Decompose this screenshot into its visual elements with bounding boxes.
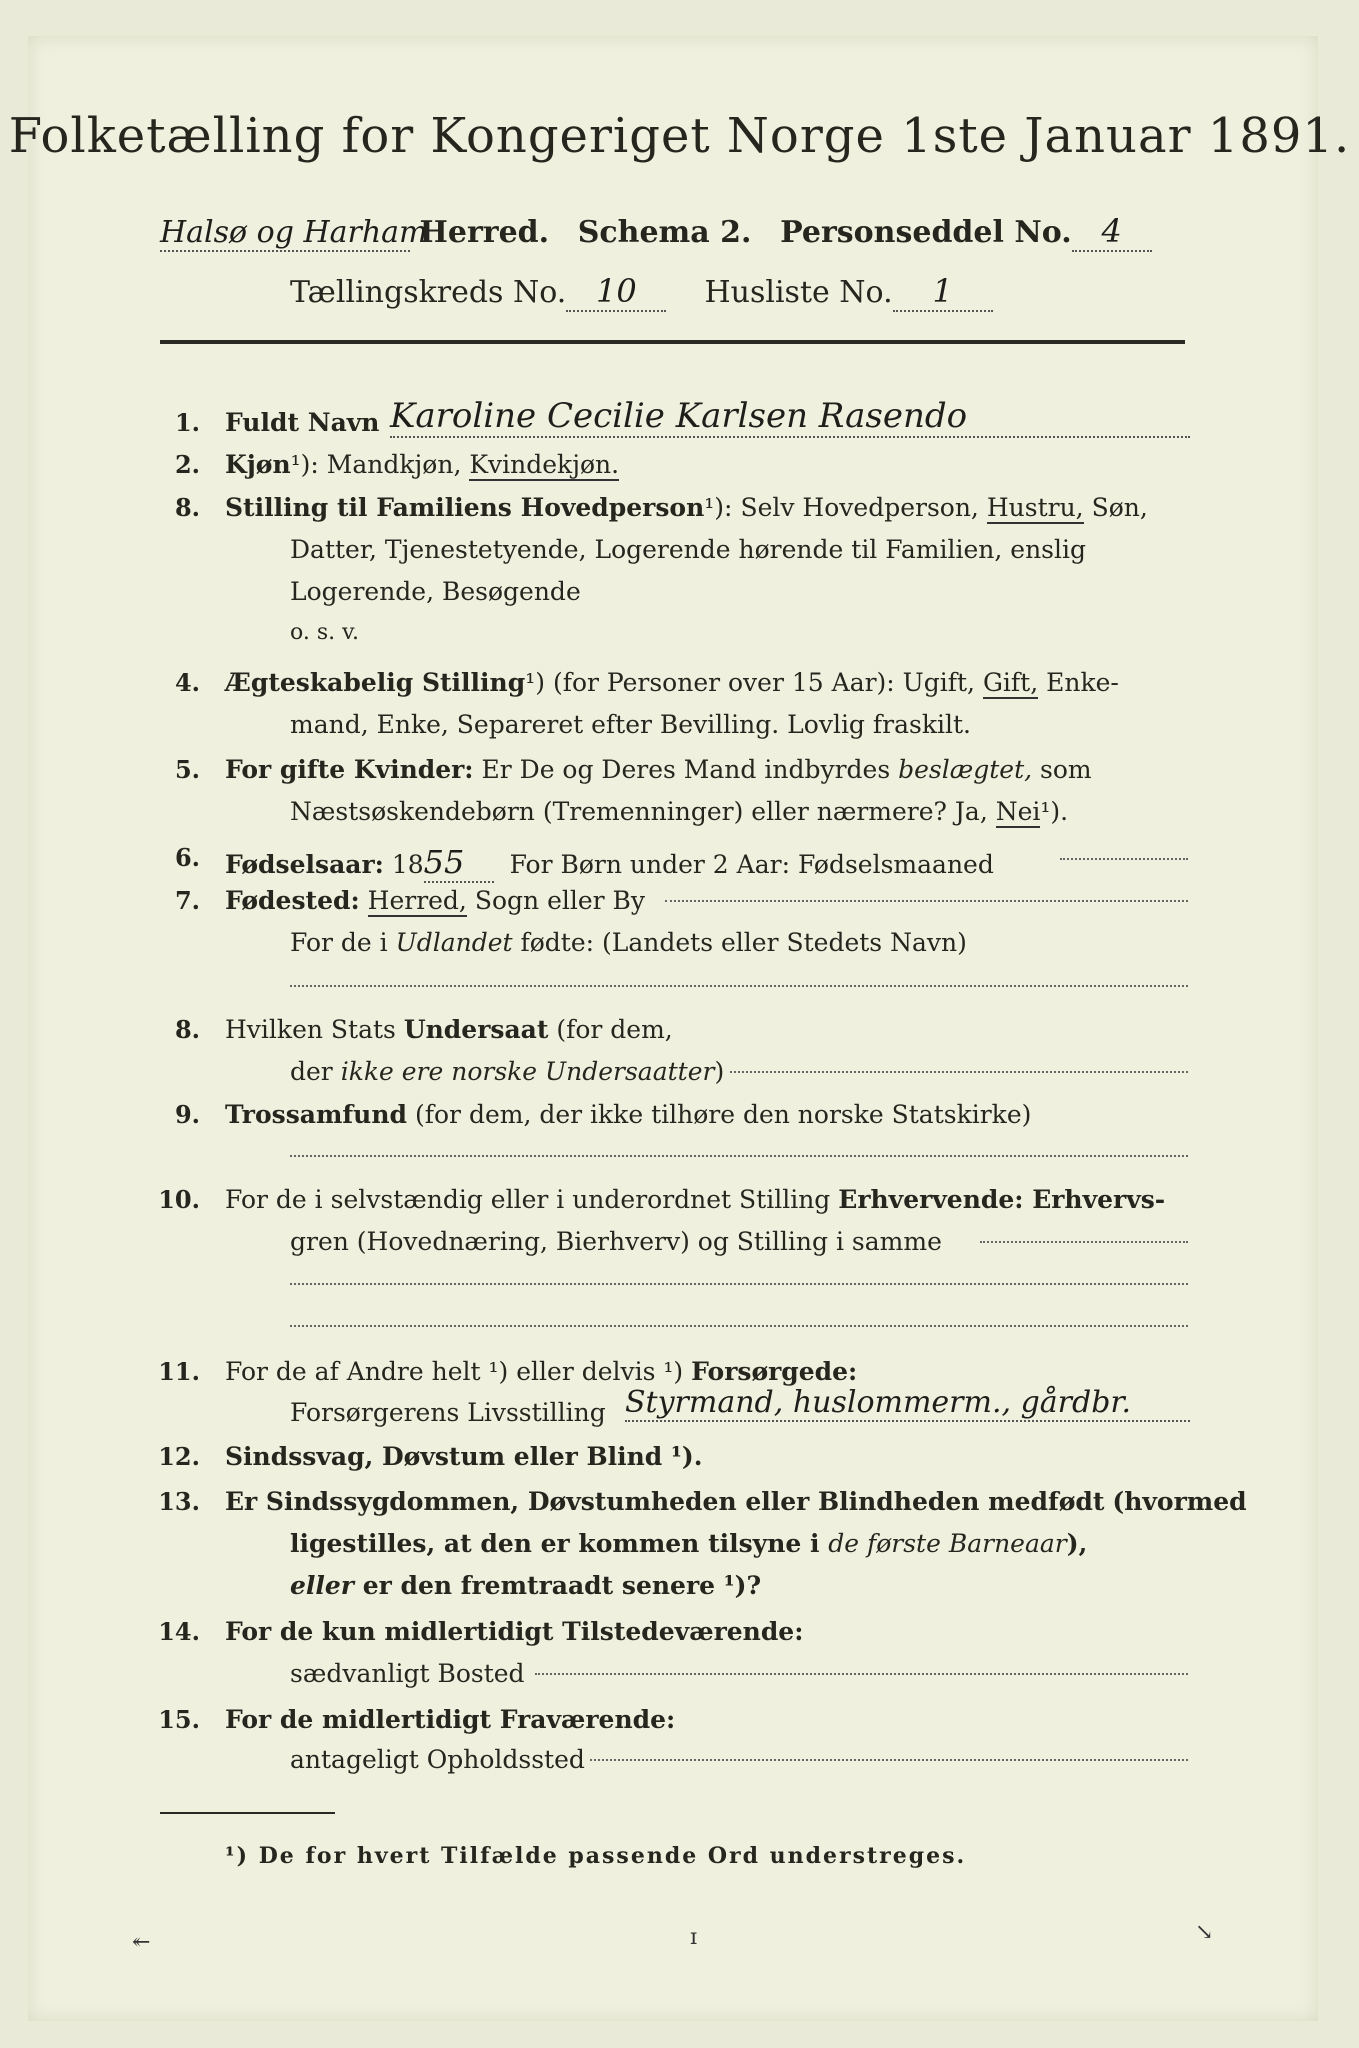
q11-text1: For de af Andre helt ¹) eller delvis ¹) [225, 1357, 684, 1386]
q2-line [225, 450, 619, 479]
q6-prefix: 18 [391, 850, 424, 879]
q4-sup: ¹) [525, 668, 545, 697]
q4-gift: Gift, [982, 668, 1039, 697]
q8-number: 8. [174, 1015, 200, 1044]
q13-number: 13. [158, 1487, 200, 1516]
q5-text1: Er De og Deres Mand indbyrdes [481, 755, 891, 784]
q7-udlandet: Udlandet [395, 928, 513, 957]
q10-fill2 [290, 1283, 1188, 1285]
q15-number: 15. [158, 1705, 200, 1734]
q9-number: 9. [174, 1100, 200, 1129]
q9-text: (for dem, der ikke tilhøre den norske Statskirke) [414, 1100, 1032, 1129]
q11-line1 [225, 1357, 857, 1386]
q2-mand: Mandkjøn, [326, 450, 462, 479]
q5-line1 [225, 755, 1092, 784]
husliste-value: 1 [893, 272, 993, 312]
q8-text1: Hvilken Stats [225, 1015, 396, 1044]
q10-fill1 [980, 1241, 1188, 1243]
q11-answer: Styrmand, huslommerm., gårdbr. [625, 1385, 1190, 1422]
herred-label: Herred. [419, 215, 550, 250]
q7-herred: Herred, [367, 886, 467, 915]
q14-fill [535, 1673, 1188, 1675]
q3-line4: o. s. v. [290, 620, 359, 645]
q4-number: 4. [174, 668, 200, 697]
q6-fodselsmaaned: For Børn under 2 Aar: Fødselsmaaned [509, 850, 994, 879]
q9-label: Trossamfund [225, 1100, 408, 1129]
q12-number: 12. [158, 1442, 200, 1471]
q11-number: 11. [158, 1357, 200, 1386]
q13-line3 [290, 1571, 761, 1600]
q6-label: Fødselsaar: [225, 850, 384, 879]
q13-line3b: er den fremtraadt senere ¹)? [362, 1571, 762, 1600]
q5-nei: Nei [995, 797, 1041, 826]
q14-line2: sædvanligt Bosted [290, 1659, 525, 1688]
personseddel-value: 4 [1072, 212, 1152, 252]
q8-line2 [290, 1057, 724, 1086]
q15-label: For de midlertidigt Fraværende: [225, 1705, 676, 1734]
q6-answer: 55 [424, 843, 494, 883]
q5-beslaegtet: beslægtet, [898, 755, 1033, 784]
q11-label: Forsørgede: [691, 1357, 858, 1386]
q3-sup: ¹): [704, 493, 733, 522]
q2-sup: ¹): [290, 450, 319, 479]
q13-label: Er Sindssygdommen, Døvstumheden eller Blindheden medfødt [225, 1487, 1105, 1516]
q5-line2-text: Næstsøskendebørn (Tremenninger) eller nærmere? Ja, [290, 797, 988, 826]
husliste-label: Husliste No. [704, 275, 893, 310]
q10-line1 [225, 1185, 1165, 1214]
q10-number: 10. [158, 1185, 200, 1214]
q5-som: som [1040, 755, 1092, 784]
q3-line1 [225, 493, 1148, 522]
kreds-label: Tællingskreds No. [290, 275, 567, 310]
q7-line2 [290, 928, 967, 957]
schema-label: Schema 2. [577, 215, 752, 250]
q8-text2: (for dem, [556, 1015, 673, 1044]
q1-number: 1. [174, 408, 200, 437]
q2-number: 2. [174, 450, 200, 479]
q15-fill [590, 1759, 1188, 1761]
q1-label: Fuldt Navn [225, 408, 380, 437]
center-mark: ɪ [690, 1925, 698, 1950]
q7-number: 7. [174, 886, 200, 915]
q5-number: 5. [174, 755, 200, 784]
q6-fill [1060, 858, 1188, 860]
form-title: Folketælling for Kongeriget Norge 1ste Januar 1891. [8, 108, 1351, 164]
q10-line2: gren (Hovednæring, Bierhverv) og Stilling i samme [290, 1227, 942, 1256]
q10-label: Erhvervende: Erhvervs- [838, 1185, 1166, 1214]
herred-value: Halsø og Harham [160, 215, 428, 250]
q3-number: 8. [174, 493, 200, 522]
q13-barneaar: de første Barneaar [828, 1529, 1067, 1558]
q4-ugift: (for Personer over 15 Aar): Ugift, [552, 668, 975, 697]
q9-line [225, 1100, 1031, 1129]
q5-label: For gifte Kvinder: [225, 755, 474, 784]
q3-selv: Selv Hovedperson, [740, 493, 979, 522]
q8-fill [730, 1071, 1188, 1073]
q13-line1 [225, 1487, 1247, 1516]
q6-number: 6. [174, 843, 200, 872]
q4-line1 [225, 668, 1119, 697]
q7-fill2 [290, 985, 1188, 987]
q13-line2a: ligestilles, at den er kommen tilsyne i [290, 1529, 820, 1558]
q10-text1: For de i selvstændig eller i underordnet Stilling [225, 1185, 831, 1214]
q8-line1 [225, 1015, 673, 1044]
q3-line3: Logerende, Besøgende [290, 577, 581, 606]
q3-son: Søn, [1091, 493, 1148, 522]
kreds-value: 10 [566, 272, 666, 312]
q4-enke: Enke- [1046, 668, 1119, 697]
q7-label: Fødested: [225, 886, 360, 915]
q14-label: For de kun midlertidigt Tilstedeværende: [225, 1617, 804, 1646]
herred-line [160, 212, 1152, 252]
q2-kvinde: Kvindekjøn. [469, 450, 620, 479]
q8-der: der [290, 1057, 333, 1086]
q7-line2a: For de i [290, 928, 388, 957]
q6-line [225, 843, 994, 883]
q8-ikke: ikke ere norske Undersaatter [340, 1057, 715, 1086]
footnote: ¹) De for hvert Tilfælde passende Ord understreges. [225, 1843, 967, 1869]
q5-line2 [290, 797, 1068, 826]
q7-sogn: Sogn eller By [474, 886, 646, 915]
q1-answer: Karoline Cecilie Karlsen Rasendo [390, 396, 1190, 438]
q15-line2: antageligt Opholdssted [290, 1745, 585, 1774]
q13-line2 [290, 1529, 1087, 1558]
q9-fill [290, 1155, 1188, 1157]
q13-hvormed: (hvormed [1112, 1487, 1247, 1516]
kreds-line [290, 272, 993, 312]
q14-number: 14. [158, 1617, 200, 1646]
q3-line2: Datter, Tjenestetyende, Logerende hørende til Familien, enslig [290, 535, 1087, 564]
q2-label: Kjøn [225, 450, 291, 479]
q7-line2c: fødte: (Landets eller Stedets Navn) [520, 928, 967, 957]
header-rule [160, 340, 1185, 344]
footnote-rule [160, 1812, 335, 1814]
q13-eller: eller [290, 1571, 354, 1600]
q11-line2: Forsørgerens Livsstilling [290, 1398, 606, 1427]
q4-label: Ægteskabelig Stilling [225, 668, 526, 697]
q4-line2: mand, Enke, Separeret efter Bevilling. Lovlig fraskilt. [290, 710, 971, 739]
q13-line2c: ), [1066, 1529, 1088, 1558]
q3-label: Stilling til Familiens Hovedperson [225, 493, 705, 522]
personseddel-label: Personseddel No. [780, 215, 1072, 250]
corner-mark-right: ↘ [1195, 1920, 1214, 1945]
q5-sup: ¹). [1040, 797, 1069, 826]
q7-fill [665, 900, 1188, 902]
q3-hustru: Hustru, [986, 493, 1084, 522]
q8-paren: ) [714, 1057, 725, 1086]
q7-line1 [225, 886, 645, 915]
q12-label: Sindssvag, Døvstum eller Blind ¹). [225, 1442, 703, 1471]
q10-fill3 [290, 1325, 1188, 1327]
q8-label: Undersaat [403, 1015, 549, 1044]
corner-mark-left: ↞ [132, 1930, 151, 1955]
